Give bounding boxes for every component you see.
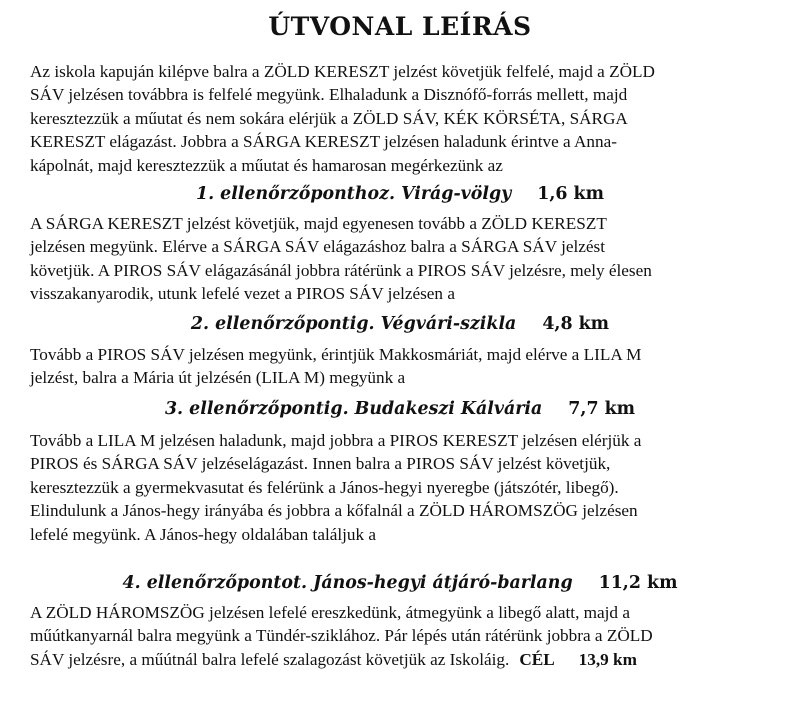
route-paragraph-5 <box>30 601 782 671</box>
checkpoint-distance: 7,7 km <box>568 399 636 419</box>
checkpoint-label: 2. ellenőrzőpontig. Végvári-szikla <box>190 314 517 334</box>
page-title: ÚTVONAL LEÍRÁS <box>268 12 532 41</box>
checkpoint-distance: 1,6 km <box>537 184 605 204</box>
paragraph-line: jelzésen megyünk. Elérve a SÁRGA SÁV elágazáshoz balra a SÁRGA SÁV jelzést <box>30 237 606 257</box>
paragraph-line: SÁV jelzésen továbbra is felfelé megyünk. Elhaladunk a Disznófő-forrás mellett, majd <box>30 85 628 105</box>
paragraph-line: műútkanyarnál balra megyünk a Tündér-sziklához. Pár lépés után rátérünk jobbra a ZÖLD <box>30 626 653 646</box>
checkpoint-label: 3. ellenőrzőpontig. Budakeszi Kálvária <box>164 399 543 419</box>
paragraph-line: követjük. A PIROS SÁV elágazásánál jobbra rátérünk a PIROS SÁV jelzésre, mely élesen <box>30 260 652 280</box>
paragraph-line: PIROS és SÁRGA SÁV jelzéselágazást. Innen balra a PIROS SÁV jelzést követjük, <box>30 454 611 474</box>
goal-distance: 13,9 km <box>578 649 637 669</box>
paragraph-line: visszakanyarodik, utunk lefelé vezet a PIROS SÁV jelzésen a <box>30 284 455 304</box>
route-paragraph-3 <box>30 343 782 390</box>
paragraph-line: Tovább a LILA M jelzésen haladunk, majd jobbra a PIROS KERESZT jelzésen elérjük a <box>30 431 642 450</box>
paragraph-line: lefelé megyünk. A János-hegy oldalában találjuk a <box>30 524 377 544</box>
paragraph-line: A SÁRGA KERESZT jelzést követjük, majd egyenesen tovább a ZÖLD KERESZT <box>30 214 607 233</box>
checkpoint-distance: 11,2 km <box>598 573 678 593</box>
checkpoint-label: 1. ellenőrzőponthoz. Virág-völgy <box>195 184 512 204</box>
paragraph-line: keresztezzük a gyermekvasutat és felérünk a János-hegyi nyeregbe (játszótér, libegő). <box>30 477 619 497</box>
checkpoint-heading-4 <box>0 571 800 595</box>
checkpoint-heading-2 <box>0 312 800 336</box>
paragraph-line: Az iskola kapuján kilépve balra a ZÖLD KERESZT jelzést követjük felfelé, majd a ZÖLD <box>30 62 655 81</box>
checkpoint-label: 4. ellenőrzőpontot. János-hegyi átjáró-barlang <box>122 573 573 593</box>
route-paragraph-4 <box>30 429 782 546</box>
paragraph-line: A ZÖLD HÁROMSZÖG jelzésen lefelé ereszkedünk, átmegyünk a libegő alatt, majd a <box>30 603 630 622</box>
checkpoint-heading-1 <box>0 182 800 206</box>
paragraph-line: keresztezzük a műutat és nem sokára elérjük a ZÖLD SÁV, KÉK KÖRSÉTA, SÁRGA <box>30 108 628 128</box>
paragraph-line: Tovább a PIROS SÁV jelzésen megyünk, érintjük Makkosmáriát, majd elérve a LILA M <box>30 345 642 364</box>
paragraph-line: SÁV jelzésre, a műútnál balra lefelé szalagozást követjük az Iskoláig. <box>30 649 510 669</box>
route-paragraph-2 <box>30 212 782 306</box>
goal-label: CÉL <box>519 649 555 669</box>
route-paragraph-1 <box>30 60 782 177</box>
checkpoint-distance: 4,8 km <box>542 314 610 334</box>
paragraph-line: kápolnát, majd keresztezzük a műutat és hamarosan megérkezünk az <box>30 155 503 175</box>
paragraph-line: KERESZT elágazást. Jobbra a SÁRGA KERESZT jelzésen haladunk érintve a Anna- <box>30 132 617 152</box>
paragraph-line: Elindulunk a János-hegy irányába és jobbra a kőfalnál a ZÖLD HÁROMSZÖG jelzésen <box>30 501 638 521</box>
final-line <box>30 648 782 671</box>
paragraph-line: jelzést, balra a Mária út jelzésén (LILA M) megyünk a <box>30 368 406 388</box>
checkpoint-heading-3 <box>0 397 800 421</box>
